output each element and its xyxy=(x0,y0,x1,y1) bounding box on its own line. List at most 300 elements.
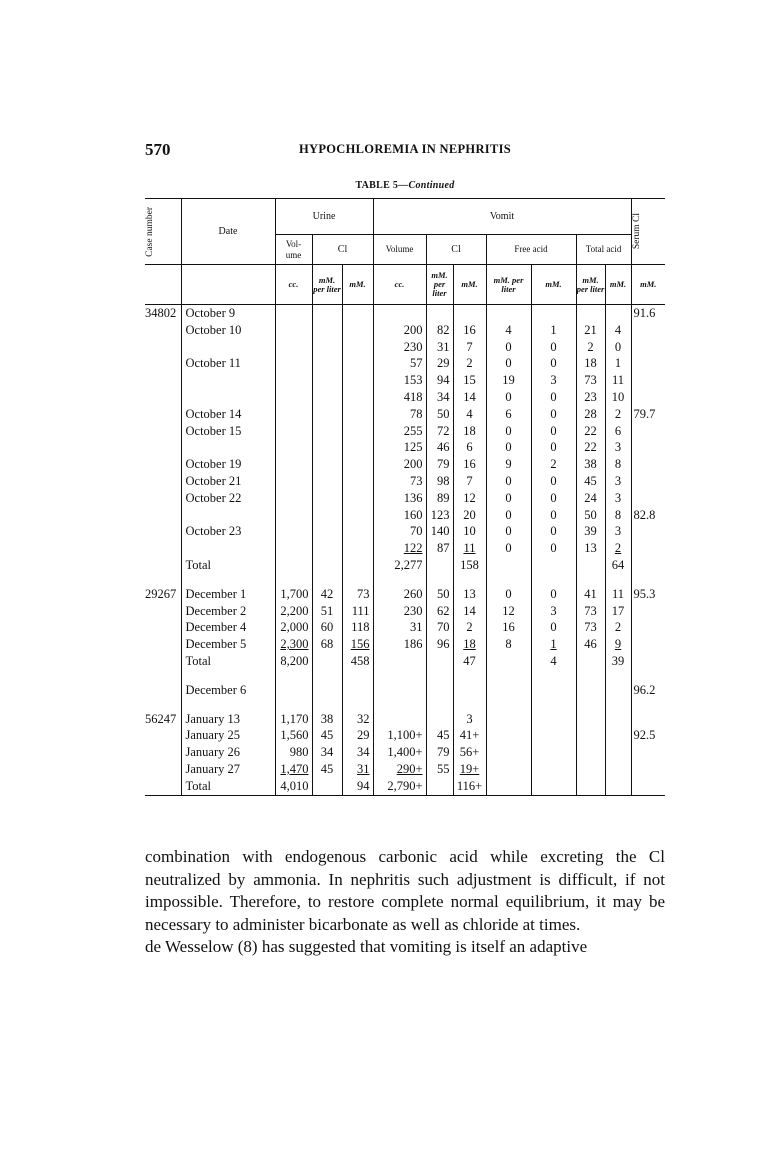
cell-vomit-volume xyxy=(373,711,426,728)
cell-urine-mm xyxy=(342,619,373,636)
cell-urine-mm xyxy=(342,507,373,524)
page-number: 570 xyxy=(145,140,171,159)
cell-value: 34802 xyxy=(145,306,177,320)
header-vomit-volume: Volume xyxy=(373,235,426,265)
cell-urine-mm xyxy=(342,711,373,728)
cell-free-acid-mm-per-liter xyxy=(486,507,531,524)
cell-vomit-mm-per-liter xyxy=(426,699,453,711)
cell-vomit-mm-per-liter xyxy=(426,473,453,490)
cell-free-acid-mm xyxy=(531,653,576,670)
cell-free-acid-mm-per-liter xyxy=(486,636,531,653)
cell-value: December 5 xyxy=(185,637,247,652)
cell-vomit-mm-per-liter xyxy=(426,339,453,356)
cell-date xyxy=(181,682,275,699)
cell-free-acid-mm-per-liter xyxy=(486,574,531,586)
cell-free-acid-mm xyxy=(531,439,576,456)
cell-value: 116+ xyxy=(456,778,483,793)
cell-free-acid-mm xyxy=(531,619,576,636)
cell-vomit-volume xyxy=(373,586,426,603)
cell-value: 16 xyxy=(502,620,515,635)
cell-value: 2,277 xyxy=(394,557,423,572)
cell-value: 158 xyxy=(460,557,479,572)
cell-value: 38 xyxy=(584,457,597,472)
cell-date xyxy=(181,744,275,761)
cell-free-acid-mm-per-liter xyxy=(486,439,531,456)
cell-value: 2,300 xyxy=(280,637,309,652)
cell-case-number xyxy=(145,653,181,670)
cell-urine-volume xyxy=(275,473,312,490)
cell-vomit-mm xyxy=(453,339,486,356)
cell-case-number xyxy=(145,322,181,339)
cell-date xyxy=(181,619,275,636)
cell-free-acid-mm-per-liter xyxy=(486,389,531,406)
cell-value: 34 xyxy=(320,745,334,760)
cell-value: 8 xyxy=(614,507,622,522)
cell-urine-mm xyxy=(342,490,373,507)
cell-urine-volume xyxy=(275,778,312,795)
cell-vomit-mm xyxy=(453,372,486,389)
cell-urine-mm xyxy=(342,473,373,490)
cell-value: 29 xyxy=(357,728,370,743)
cell-value: 260 xyxy=(403,586,423,601)
cell-case-number xyxy=(145,670,181,682)
cell-vomit-mm-per-liter xyxy=(426,389,453,406)
cell-value: 45 xyxy=(320,728,334,743)
cell-total-acid-mm-per-liter xyxy=(576,456,605,473)
cell-value: 6 xyxy=(614,423,622,438)
cell-serum-cl xyxy=(631,456,665,473)
cell-urine-mm-per-liter xyxy=(312,670,342,682)
cell-urine-mm xyxy=(342,456,373,473)
cell-free-acid-mm xyxy=(531,603,576,620)
cell-value: 9 xyxy=(614,637,622,652)
table-spacer-row xyxy=(145,574,665,586)
cell-value: 0 xyxy=(505,339,512,354)
cell-vomit-mm-per-liter xyxy=(426,423,453,440)
cell-value: 73 xyxy=(410,473,423,488)
cell-value: 0 xyxy=(550,620,557,635)
unit-case xyxy=(145,265,181,305)
cell-vomit-volume xyxy=(373,389,426,406)
cell-value: 79 xyxy=(437,745,450,760)
cell-free-acid-mm xyxy=(531,473,576,490)
cell-vomit-mm-per-liter xyxy=(426,727,453,744)
cell-value: 73 xyxy=(584,373,597,388)
cell-value: 0 xyxy=(505,473,512,488)
cell-value: 70 xyxy=(410,524,423,539)
cell-serum-cl xyxy=(631,439,665,456)
cell-urine-volume xyxy=(275,322,312,339)
cell-total-acid-mm xyxy=(605,322,631,339)
cell-vomit-mm xyxy=(453,586,486,603)
cell-serum-cl xyxy=(631,389,665,406)
cell-urine-mm-per-liter xyxy=(312,636,342,653)
cell-value: October 11 xyxy=(185,356,241,371)
cell-urine-mm xyxy=(342,603,373,620)
cell-serum-cl xyxy=(631,670,665,682)
cell-vomit-mm-per-liter xyxy=(426,574,453,586)
cell-value: 41+ xyxy=(459,728,480,743)
cell-urine-mm xyxy=(342,653,373,670)
cell-value: 125 xyxy=(403,440,423,455)
cell-urine-mm-per-liter xyxy=(312,423,342,440)
cell-case-number xyxy=(145,456,181,473)
table-caption xyxy=(145,180,665,191)
unit-urine-mm-per-liter: mM. per liter xyxy=(312,265,342,305)
cell-total-acid-mm xyxy=(605,507,631,524)
cell-value: 1,560 xyxy=(280,728,309,743)
cell-value: 94 xyxy=(357,778,370,793)
cell-urine-mm xyxy=(342,744,373,761)
cell-vomit-volume xyxy=(373,557,426,574)
cell-urine-mm-per-liter xyxy=(312,653,342,670)
cell-free-acid-mm xyxy=(531,372,576,389)
cell-case-number xyxy=(145,490,181,507)
page-header xyxy=(145,140,665,162)
cell-free-acid-mm xyxy=(531,523,576,540)
table-row xyxy=(145,406,665,423)
unit-free-mm-per-liter: mM. per liter xyxy=(486,265,531,305)
cell-case-number xyxy=(145,305,181,322)
cell-date xyxy=(181,557,275,574)
cell-total-acid-mm xyxy=(605,682,631,699)
cell-value: 3 xyxy=(614,473,622,488)
cell-case-number xyxy=(145,727,181,744)
cell-free-acid-mm xyxy=(531,586,576,603)
cell-case-number xyxy=(145,355,181,372)
cell-case-number xyxy=(145,439,181,456)
cell-value: 2 xyxy=(614,406,622,421)
cell-value: 1 xyxy=(550,637,557,652)
cell-free-acid-mm-per-liter xyxy=(486,339,531,356)
cell-total-acid-mm-per-liter xyxy=(576,540,605,557)
cell-urine-mm-per-liter xyxy=(312,557,342,574)
cell-value: 68 xyxy=(320,637,334,652)
cell-vomit-mm xyxy=(453,507,486,524)
cell-value: Total xyxy=(185,653,212,668)
cell-value: 0 xyxy=(550,389,557,404)
cell-date xyxy=(181,355,275,372)
cell-value: 4 xyxy=(614,322,622,337)
cell-value: 3 xyxy=(550,603,557,618)
cell-free-acid-mm xyxy=(531,557,576,574)
cell-date xyxy=(181,603,275,620)
cell-urine-mm-per-liter xyxy=(312,682,342,699)
cell-date xyxy=(181,439,275,456)
cell-value: 153 xyxy=(403,373,423,388)
cell-value: 21 xyxy=(584,322,597,337)
cell-urine-volume xyxy=(275,699,312,711)
cell-value: 0 xyxy=(505,586,512,601)
cell-value: 16 xyxy=(463,322,476,337)
cell-urine-volume xyxy=(275,423,312,440)
cell-urine-mm-per-liter xyxy=(312,406,342,423)
cell-serum-cl xyxy=(631,636,665,653)
cell-value: 122 xyxy=(403,541,423,556)
unit-date xyxy=(181,265,275,305)
cell-value: 39 xyxy=(611,653,625,668)
cell-value: 7 xyxy=(466,339,473,354)
cell-date xyxy=(181,523,275,540)
cell-value: 14 xyxy=(463,603,476,618)
cell-value: 0 xyxy=(614,339,622,354)
cell-date xyxy=(181,636,275,653)
cell-vomit-mm xyxy=(453,574,486,586)
header-vomit: Vomit xyxy=(373,199,631,235)
cell-total-acid-mm xyxy=(605,523,631,540)
cell-vomit-volume xyxy=(373,305,426,322)
cell-vomit-mm xyxy=(453,653,486,670)
cell-case-number xyxy=(145,744,181,761)
cell-value: 13 xyxy=(584,541,597,556)
cell-value: 4,010 xyxy=(280,778,309,793)
cell-free-acid-mm-per-liter xyxy=(486,406,531,423)
cell-date xyxy=(181,305,275,322)
unit-total-mm: mM. xyxy=(605,265,631,305)
cell-urine-mm xyxy=(342,574,373,586)
cell-value: 98 xyxy=(437,473,450,488)
header-vomit-cl: Cl xyxy=(426,235,486,265)
cell-free-acid-mm xyxy=(531,682,576,699)
cell-total-acid-mm xyxy=(605,490,631,507)
cell-value: 94 xyxy=(437,373,450,388)
cell-vomit-mm xyxy=(453,305,486,322)
cell-value: 2 xyxy=(550,457,557,472)
cell-vomit-mm-per-liter xyxy=(426,439,453,456)
cell-value: 160 xyxy=(403,507,423,522)
cell-vomit-mm-per-liter xyxy=(426,355,453,372)
cell-total-acid-mm xyxy=(605,586,631,603)
cell-value: 458 xyxy=(350,653,370,668)
cell-serum-cl xyxy=(631,682,665,699)
cell-urine-volume xyxy=(275,305,312,322)
cell-serum-cl xyxy=(631,372,665,389)
cell-total-acid-mm-per-liter xyxy=(576,490,605,507)
cell-value: 89 xyxy=(437,490,450,505)
table-row xyxy=(145,305,665,322)
cell-value: 980 xyxy=(289,745,309,760)
cell-value: 1,400+ xyxy=(387,745,423,760)
cell-value: 31 xyxy=(357,761,370,776)
cell-value: 0 xyxy=(550,406,557,421)
cell-date xyxy=(181,670,275,682)
cell-value: October 15 xyxy=(185,423,242,438)
header-total-acid: Total acid xyxy=(576,235,631,265)
cell-urine-mm-per-liter xyxy=(312,339,342,356)
cell-value: 0 xyxy=(505,440,512,455)
cell-value: 6 xyxy=(466,440,473,455)
cell-value: 0 xyxy=(550,356,557,371)
cell-urine-volume xyxy=(275,586,312,603)
cell-serum-cl xyxy=(631,727,665,744)
data-table xyxy=(145,198,665,796)
cell-serum-cl xyxy=(631,574,665,586)
table-row xyxy=(145,682,665,699)
cell-total-acid-mm xyxy=(605,711,631,728)
cell-value: 87 xyxy=(437,541,450,556)
cell-free-acid-mm xyxy=(531,711,576,728)
cell-value: 12 xyxy=(463,490,476,505)
cell-free-acid-mm xyxy=(531,778,576,795)
cell-case-number xyxy=(145,523,181,540)
cell-value: October 9 xyxy=(185,306,236,320)
cell-urine-volume xyxy=(275,372,312,389)
cell-vomit-volume xyxy=(373,439,426,456)
cell-case-number xyxy=(145,423,181,440)
cell-free-acid-mm-per-liter xyxy=(486,586,531,603)
cell-vomit-mm xyxy=(453,557,486,574)
cell-free-acid-mm xyxy=(531,636,576,653)
cell-free-acid-mm xyxy=(531,406,576,423)
cell-vomit-mm-per-liter xyxy=(426,744,453,761)
cell-case-number xyxy=(145,406,181,423)
cell-vomit-mm-per-liter xyxy=(426,523,453,540)
cell-value: 96.2 xyxy=(633,682,656,697)
cell-value: 3 xyxy=(614,524,622,539)
cell-vomit-volume xyxy=(373,523,426,540)
cell-urine-mm-per-liter xyxy=(312,761,342,778)
body-paragraph-2: de Wesselow (8) has suggested that vomiting is itself an adaptive xyxy=(145,937,588,956)
table-row xyxy=(145,711,665,728)
cell-vomit-volume xyxy=(373,372,426,389)
table-caption-suffix: —Continued xyxy=(398,180,455,191)
cell-free-acid-mm-per-liter xyxy=(486,523,531,540)
cell-value: 2 xyxy=(466,356,473,371)
cell-urine-volume xyxy=(275,523,312,540)
cell-vomit-mm xyxy=(453,670,486,682)
cell-urine-volume xyxy=(275,574,312,586)
cell-vomit-mm xyxy=(453,540,486,557)
cell-vomit-mm-per-liter xyxy=(426,557,453,574)
cell-date xyxy=(181,653,275,670)
cell-value: 46 xyxy=(437,440,450,455)
cell-serum-cl xyxy=(631,423,665,440)
cell-total-acid-mm xyxy=(605,439,631,456)
cell-case-number xyxy=(145,711,181,728)
cell-date xyxy=(181,540,275,557)
cell-vomit-mm xyxy=(453,456,486,473)
cell-case-number xyxy=(145,574,181,586)
cell-value: 45 xyxy=(320,761,334,776)
cell-total-acid-mm-per-liter xyxy=(576,473,605,490)
cell-value: 56247 xyxy=(145,711,177,726)
cell-value: 20 xyxy=(463,507,476,522)
running-title: HYPOCHLOREMIA IN NEPHRITIS xyxy=(299,142,511,156)
cell-urine-mm xyxy=(342,557,373,574)
cell-urine-volume xyxy=(275,727,312,744)
cell-value: 18 xyxy=(463,423,476,438)
cell-total-acid-mm-per-liter xyxy=(576,636,605,653)
cell-case-number xyxy=(145,761,181,778)
cell-total-acid-mm-per-liter xyxy=(576,557,605,574)
cell-value: 29 xyxy=(437,356,450,371)
body-text xyxy=(145,846,665,959)
cell-value: 73 xyxy=(584,620,597,635)
cell-date xyxy=(181,507,275,524)
table-row xyxy=(145,619,665,636)
cell-vomit-mm-per-liter xyxy=(426,682,453,699)
cell-urine-volume xyxy=(275,540,312,557)
cell-vomit-volume xyxy=(373,507,426,524)
cell-value: 2 xyxy=(466,620,473,635)
cell-date xyxy=(181,389,275,406)
cell-vomit-mm xyxy=(453,727,486,744)
cell-date xyxy=(181,761,275,778)
cell-value: 0 xyxy=(505,389,512,404)
cell-urine-mm-per-liter xyxy=(312,439,342,456)
cell-value: 0 xyxy=(550,423,557,438)
cell-value: 0 xyxy=(550,507,557,522)
cell-vomit-mm xyxy=(453,423,486,440)
cell-urine-mm-per-liter xyxy=(312,778,342,795)
cell-vomit-volume xyxy=(373,778,426,795)
cell-value: 200 xyxy=(403,322,423,337)
cell-total-acid-mm-per-liter xyxy=(576,574,605,586)
cell-vomit-mm-per-liter xyxy=(426,372,453,389)
cell-value: 18 xyxy=(584,356,597,371)
cell-vomit-volume xyxy=(373,423,426,440)
cell-vomit-volume xyxy=(373,603,426,620)
cell-value: 3 xyxy=(466,711,473,726)
cell-vomit-mm xyxy=(453,682,486,699)
cell-free-acid-mm-per-liter xyxy=(486,603,531,620)
cell-serum-cl xyxy=(631,355,665,372)
cell-value: 3 xyxy=(550,373,557,388)
cell-urine-mm-per-liter xyxy=(312,322,342,339)
cell-serum-cl xyxy=(631,653,665,670)
cell-total-acid-mm-per-liter xyxy=(576,439,605,456)
cell-free-acid-mm xyxy=(531,355,576,372)
cell-urine-mm-per-liter xyxy=(312,507,342,524)
cell-date xyxy=(181,711,275,728)
cell-total-acid-mm xyxy=(605,574,631,586)
unit-free-mm: mM. xyxy=(531,265,576,305)
cell-free-acid-mm xyxy=(531,305,576,322)
cell-total-acid-mm-per-liter xyxy=(576,744,605,761)
cell-total-acid-mm xyxy=(605,778,631,795)
cell-value: 4 xyxy=(550,653,557,668)
cell-value: 0 xyxy=(550,339,557,354)
cell-total-acid-mm xyxy=(605,540,631,557)
cell-vomit-mm xyxy=(453,490,486,507)
cell-free-acid-mm-per-liter xyxy=(486,744,531,761)
cell-vomit-mm xyxy=(453,355,486,372)
cell-value: January 27 xyxy=(185,761,240,776)
cell-value: 0 xyxy=(550,490,557,505)
cell-value: 1 xyxy=(550,322,557,337)
cell-value: 22 xyxy=(584,440,597,455)
cell-date xyxy=(181,727,275,744)
cell-serum-cl xyxy=(631,473,665,490)
cell-vomit-mm xyxy=(453,761,486,778)
cell-serum-cl xyxy=(631,339,665,356)
cell-vomit-volume xyxy=(373,619,426,636)
cell-total-acid-mm-per-liter xyxy=(576,778,605,795)
cell-vomit-mm xyxy=(453,778,486,795)
cell-value: 24 xyxy=(584,490,597,505)
cell-value: 0 xyxy=(550,524,557,539)
unit-total-mm-per-liter: mM. per liter xyxy=(576,265,605,305)
cell-vomit-volume xyxy=(373,473,426,490)
cell-free-acid-mm-per-liter xyxy=(486,355,531,372)
cell-serum-cl xyxy=(631,744,665,761)
cell-vomit-volume xyxy=(373,744,426,761)
cell-value: 186 xyxy=(403,637,423,652)
cell-serum-cl xyxy=(631,507,665,524)
cell-vomit-mm xyxy=(453,473,486,490)
cell-total-acid-mm-per-liter xyxy=(576,711,605,728)
cell-vomit-mm-per-liter xyxy=(426,490,453,507)
